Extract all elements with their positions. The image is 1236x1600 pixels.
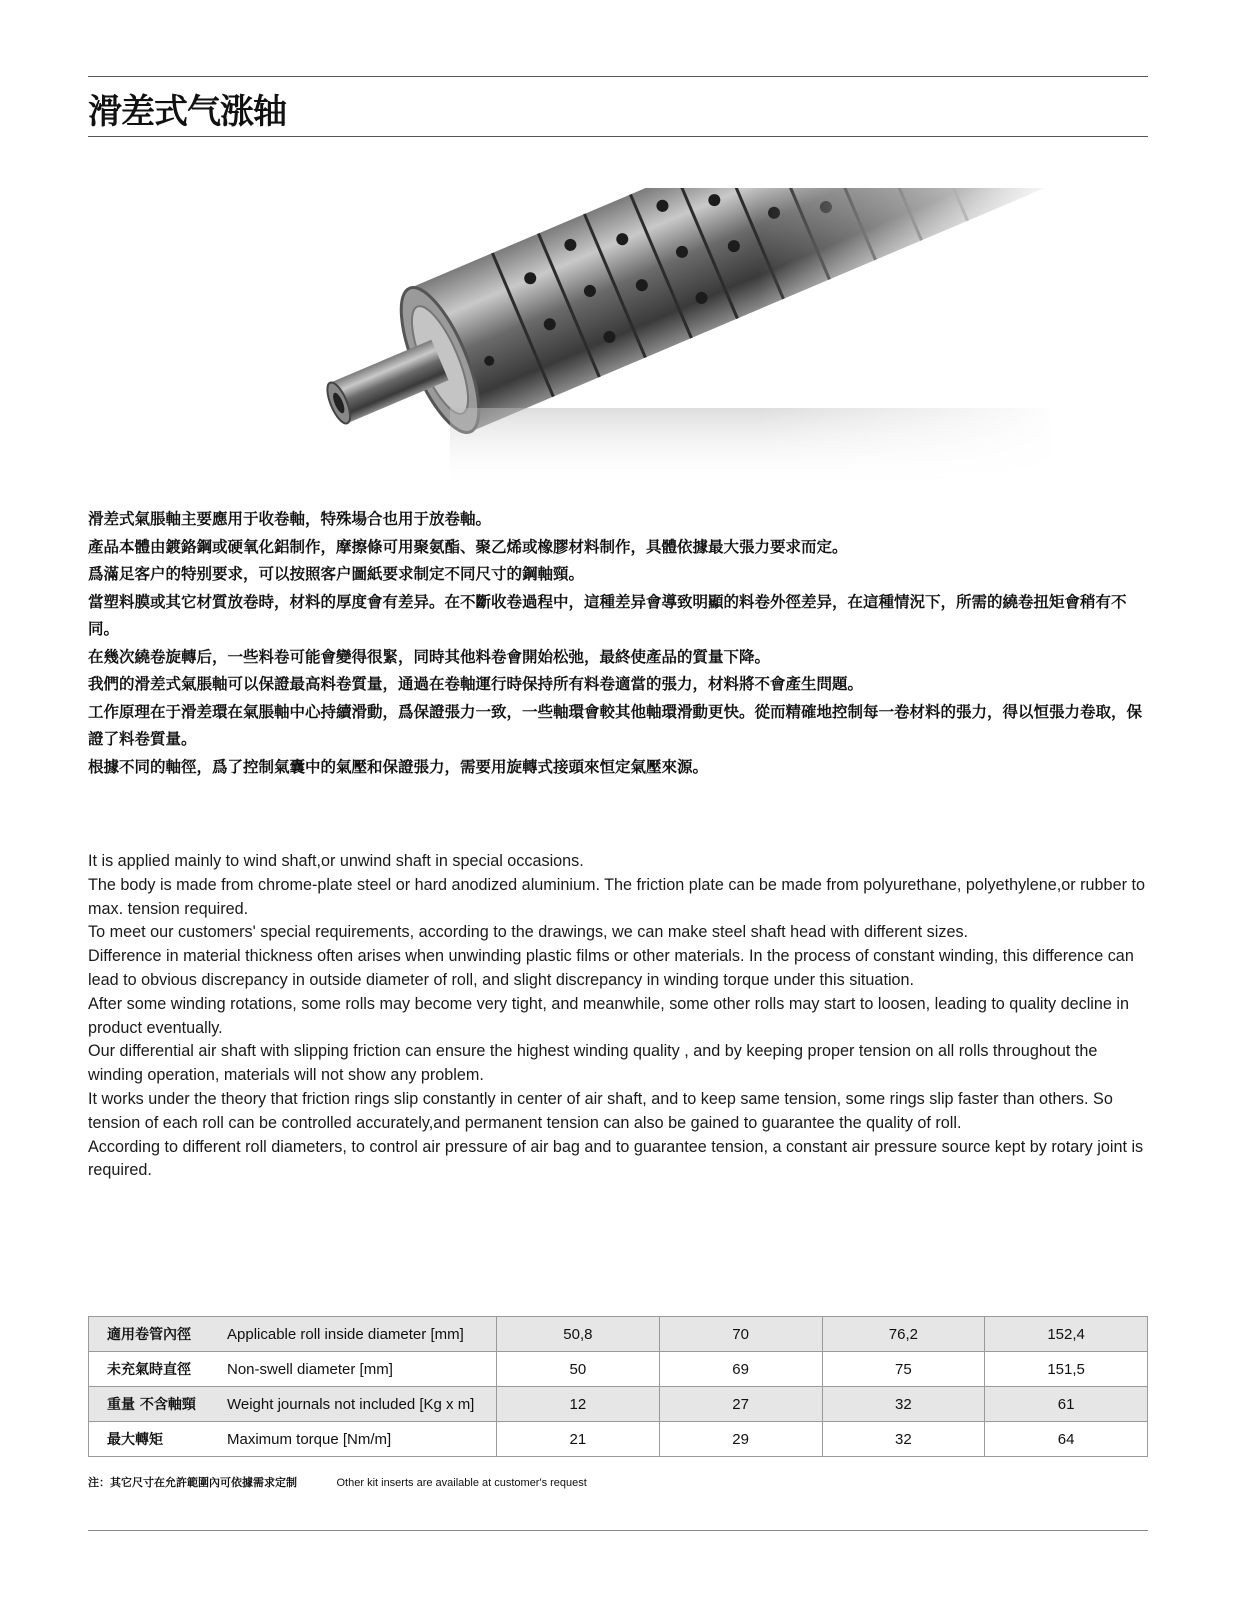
cn-paragraph: 產品本體由鍍鉻鋼或硬氧化鋁制作，摩擦條可用聚氨酯、聚乙烯或橡膠材料制作，具體依據最大張力要求而定。 bbox=[88, 537, 848, 556]
footnote-cn: 注：其它尺寸在允許範圍內可依據需求定制 bbox=[88, 1476, 297, 1489]
en-paragraph: The body is made from chrome-plate steel or hard anodized aluminium. The friction plate can be made from polyurethane, polyethylene,or rubber to max. tension required. bbox=[88, 875, 1145, 918]
cn-paragraph: 當塑料膜或其它材質放卷時，材料的厚度會有差异。在不斷收卷過程中，這種差异會導致明顯的料卷外徑差异，在這種情況下，所需的繞卷扭矩會稍有不同。 bbox=[88, 592, 1127, 638]
table-row bbox=[89, 1387, 1148, 1422]
table-cell: 50 bbox=[497, 1352, 660, 1387]
en-paragraph: According to different roll diameters, to control air pressure of air bag and to guarantee tension, a constant air pressure source kept by rotary joint is required. bbox=[88, 1137, 1144, 1180]
table-cell: 32 bbox=[822, 1422, 985, 1457]
table-cell: 151,5 bbox=[985, 1352, 1148, 1387]
cn-paragraph: 爲滿足客户的特别要求，可以按照客户圖紙要求制定不同尺寸的鋼軸頸。 bbox=[88, 565, 585, 583]
table-cell: 152,4 bbox=[985, 1317, 1148, 1352]
footnote bbox=[88, 1474, 587, 1490]
description-cn bbox=[88, 506, 1148, 781]
en-paragraph: After some winding rotations, some rolls may become very tight, and meanwhile, some other rolls may start to loosen, leading to quality decline in product eventually. bbox=[88, 994, 1129, 1037]
cn-paragraph: 在幾次繞卷旋轉后，一些料卷可能會變得很緊，同時其他料卷會開始松弛，最終使產品的質量下降。 bbox=[88, 647, 771, 666]
table-cell: 29 bbox=[659, 1422, 822, 1457]
cn-paragraph: 根據不同的軸徑，爲了控制氣囊中的氣壓和保證張力，需要用旋轉式接頭來恒定氣壓來源。 bbox=[88, 757, 709, 776]
row-label: 重量 不含軸頸 Weight journals not included [Kg x m] bbox=[89, 1387, 497, 1422]
cn-paragraph: 我們的滑差式氣脹軸可以保證最高料卷質量，通過在卷軸運行時保持所有料卷適當的張力，材料將不會產生問題。 bbox=[88, 675, 864, 693]
table-cell: 76,2 bbox=[822, 1317, 985, 1352]
en-paragraph: Our differential air shaft with slipping friction can ensure the highest winding quality , and by keeping proper tension on all rolls throughout the winding operation, materials will not show any problem. bbox=[88, 1042, 1098, 1085]
table-cell: 32 bbox=[822, 1387, 985, 1422]
row-label: 未充氣時直徑 Non-swell diameter [mm] bbox=[89, 1352, 497, 1387]
table-cell: 21 bbox=[497, 1422, 660, 1457]
title-underline bbox=[88, 136, 1148, 137]
table-cell: 50,8 bbox=[497, 1317, 660, 1352]
en-paragraph: It works under the theory that friction rings slip constantly in center of air shaft, and to keep same tension, some rings slip faster than others. So tension of each roll can be controlled accurately,and permanent tension can also be gained to guarantee the quality of roll. bbox=[88, 1089, 1113, 1132]
bottom-rule bbox=[88, 1530, 1148, 1531]
table-cell: 69 bbox=[659, 1352, 822, 1387]
cn-paragraph: 工作原理在于滑差環在氣脹軸中心持續滑動，爲保證張力一致，一些軸環會較其他軸環滑動更快。從而精確地控制每一卷材料的張力，得以恒張力卷取，保證了料卷質量。 bbox=[88, 702, 1143, 748]
table-cell: 27 bbox=[659, 1387, 822, 1422]
table-row bbox=[89, 1422, 1148, 1457]
footnote-en: Other kit inserts are available at customer's request bbox=[336, 1477, 587, 1489]
en-paragraph: To meet our customers' special requirements, according to the drawings, we can make steel shaft head with different sizes. bbox=[88, 923, 969, 942]
table-row bbox=[89, 1317, 1148, 1352]
top-rule bbox=[88, 76, 1148, 77]
row-label: 適用卷管內徑 Applicable roll inside diameter [mm] bbox=[89, 1317, 497, 1352]
page-title: 滑差式气涨轴 bbox=[88, 92, 286, 132]
table-row bbox=[89, 1352, 1148, 1387]
table-cell: 64 bbox=[985, 1422, 1148, 1457]
cn-paragraph: 滑差式氣脹軸主要應用于收卷軸，特殊場合也用于放卷軸。 bbox=[88, 510, 492, 528]
en-paragraph: It is applied mainly to wind shaft,or unwind shaft in special occasions. bbox=[88, 852, 584, 870]
table-cell: 12 bbox=[497, 1387, 660, 1422]
description-en bbox=[88, 850, 1148, 1183]
table-cell: 70 bbox=[659, 1317, 822, 1352]
en-paragraph: Difference in material thickness often arises when unwinding plastic films or other materials. In the process of constant winding, this difference can lead to obvious discrepancy in outside diameter of roll, and slight discrepancy in winding torque under this situation. bbox=[88, 947, 1134, 989]
table-cell: 61 bbox=[985, 1387, 1148, 1422]
spec-table bbox=[88, 1316, 1148, 1457]
row-label: 最大轉矩 Maximum torque [Nm/m] bbox=[89, 1422, 497, 1457]
product-image bbox=[290, 188, 1070, 488]
table-cell: 75 bbox=[822, 1352, 985, 1387]
